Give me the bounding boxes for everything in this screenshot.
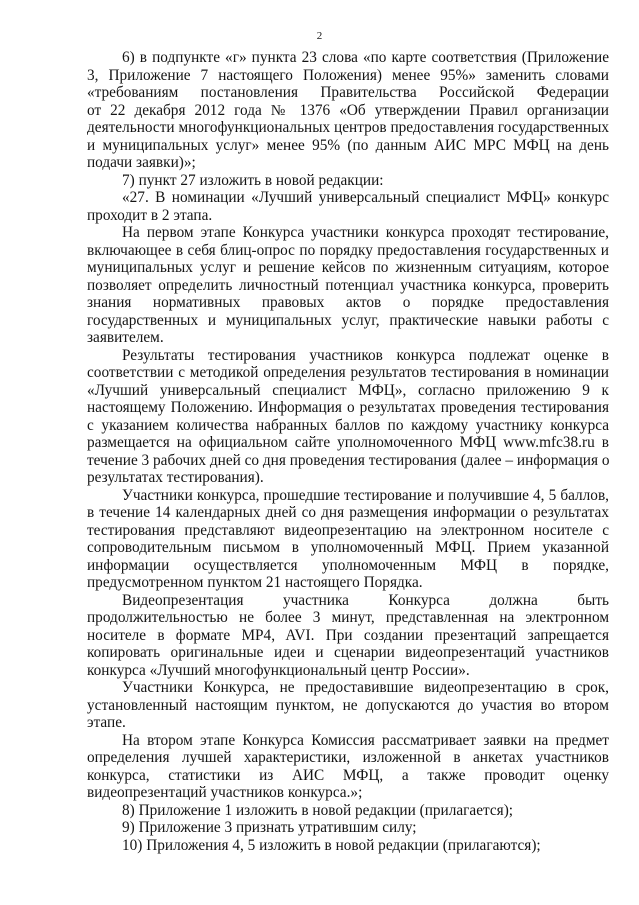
paragraph xyxy=(87,172,609,190)
document-body xyxy=(87,49,609,854)
text-line: с указанием количества набранных баллов по каждому участнику конкурса xyxy=(87,416,609,434)
text-line: тестирования представляют видеопрезентацию на электронном носителе с xyxy=(87,521,609,539)
paragraph xyxy=(87,819,609,837)
paragraph xyxy=(87,679,609,732)
text-line: 9) Приложение 3 признать утратившим силу; xyxy=(122,819,417,836)
text-line: Результаты тестирования участников конкурса подлежат оценке в xyxy=(122,346,609,364)
paragraph xyxy=(87,592,609,680)
text-line: этапе. xyxy=(87,714,126,731)
text-line: сопроводительным письмом в уполномоченный МФЦ. Прием указанной xyxy=(87,539,609,556)
paragraph xyxy=(87,732,609,802)
text-line: 3, Приложение 7 настоящего Положения) менее 95%» заменить словами xyxy=(87,66,609,84)
text-line: «требованиям постановления Правительства Российской Федерации xyxy=(87,84,609,101)
text-line: информации осуществляется уполномоченным МФЦ в порядке, xyxy=(87,556,609,574)
text-line: проходит в 2 этапа. xyxy=(87,206,213,224)
text-line: включающее в себя блиц-опрос по порядку предоставления государственных и xyxy=(87,241,609,259)
paragraph xyxy=(87,224,609,347)
text-line: соответствии с методикой определения результатов тестирования в номинации xyxy=(87,364,609,381)
text-line: 6) в подпункте «г» пункта 23 слова «по карте соответствия (Приложение xyxy=(122,49,609,66)
text-line: подачи заявки)»; xyxy=(87,154,196,171)
text-line: «27. В номинации «Лучший универсальный специалист МФЦ» конкурс xyxy=(122,189,609,206)
text-line: в течение 14 календарных дней со дня размещения информации о результатах xyxy=(87,504,609,521)
text-line: 8) Приложение 1 изложить в новой редакции (прилагается); xyxy=(122,801,514,819)
page-number: 2 xyxy=(316,30,323,42)
text-line: На втором этапе Конкурса Комиссия рассматривает заявки на предмет xyxy=(122,731,609,749)
paragraph xyxy=(87,487,609,592)
text-line: государственных и муниципальных услуг, практические навыки работы с xyxy=(87,311,609,329)
text-line: заявителем. xyxy=(87,329,164,346)
text-line: настоящему Положению. Информация о результатах проведения тестирования xyxy=(87,399,609,416)
text-line: знания нормативных правовых актов о порядке предоставления xyxy=(87,294,609,311)
text-line: установленный настоящим пунктом, не допускаются до участия во втором xyxy=(87,696,609,714)
paragraph xyxy=(87,49,609,172)
paragraph xyxy=(87,802,609,820)
paragraph xyxy=(87,189,609,224)
text-line: 7) пункт 27 изложить в новой редакции: xyxy=(122,171,384,189)
text-line: муниципальных услуг и решение кейсов по жизненным ситуациям, которое xyxy=(87,259,609,276)
paragraph xyxy=(87,347,609,487)
text-line: продолжительностью не более 3 минут, представленная на электронном xyxy=(87,609,609,626)
text-line: конкурса «Лучший многофункциональный центр России». xyxy=(87,661,470,679)
text-line: деятельности многофункциональных центров предоставления государственных xyxy=(87,119,609,136)
text-line: конкурса, статистики из АИС МФЦ, а также проводит оценку xyxy=(87,766,609,784)
text-line: результатах тестирования). xyxy=(87,469,264,486)
text-line: и муниципальных услуг» менее 95% (по данным АИС МРС МФЦ на день xyxy=(87,136,609,154)
text-line: течение 3 рабочих дней со дня проведения тестирования (далее – информация о xyxy=(87,451,610,469)
text-line: Видеопрезентация участника Конкурса должна быть xyxy=(122,591,609,609)
text-line: определения лучшей характеристики, изложенной в анкетах участников xyxy=(87,749,609,766)
text-line: носителе в формате MP4, AVI. При создании презентаций запрещается xyxy=(87,626,609,644)
text-line: предусмотренном пунктом 21 настоящего Порядка. xyxy=(87,574,423,591)
text-line: позволяет определить личностный потенциал участника конкурса, проверить xyxy=(87,276,609,294)
text-line: «Лучший универсальный специалист МФЦ», согласно приложению 9 к xyxy=(87,381,609,399)
text-line: 10) Приложения 4, 5 изложить в новой редакции (прилагаются); xyxy=(122,836,541,854)
text-line: Участники Конкурса, не предоставившие видеопрезентацию в срок, xyxy=(122,679,609,696)
text-line: На первом этапе Конкурса участники конкурса проходят тестирование, xyxy=(122,224,609,241)
text-line: размещается на официальном сайте уполномоченного МФЦ www.mfc38.ru в xyxy=(87,434,609,451)
text-line: видеопрезентаций участников конкурса.»; xyxy=(87,784,363,801)
text-line: Участники конкурса, прошедшие тестирование и получившие 4, 5 баллов, xyxy=(122,486,609,504)
text-line: от 22 декабря 2012 года № 1376 «Об утверждении Правил организации xyxy=(87,101,609,119)
text-line: копировать оригинальные идеи и сценарии видеопрезентаций участников xyxy=(87,644,609,661)
paragraph xyxy=(87,837,609,855)
